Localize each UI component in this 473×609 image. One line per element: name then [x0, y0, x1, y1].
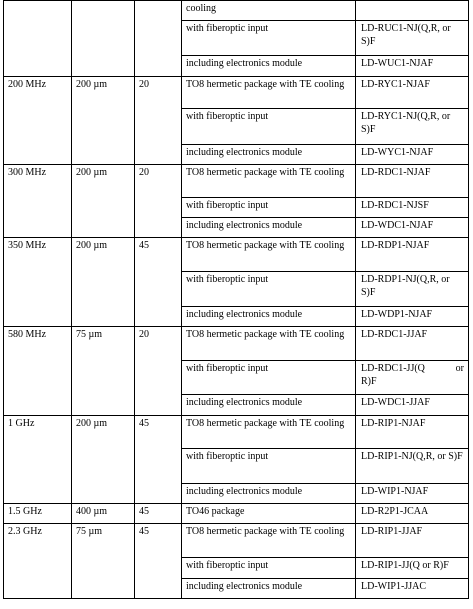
bandwidth-cell: 1.5 GHz — [4, 504, 72, 524]
size-cell: 200 µm — [72, 238, 135, 327]
number-cell: 20 — [135, 327, 182, 416]
number-cell: 20 — [135, 165, 182, 238]
description-cell: with fiberoptic input — [182, 21, 356, 56]
number-cell: 45 — [135, 504, 182, 524]
part-number-cell: LD-RDC1-NJAF — [356, 165, 469, 198]
description-cell: including electronics module — [182, 579, 356, 599]
description-cell: including electronics module — [182, 145, 356, 165]
part-number-cell: LD-RIP1-NJAF — [356, 416, 469, 449]
description-cell: TO8 hermetic package with TE cooling — [182, 165, 356, 198]
part-number-cell: LD-RIP1-JJAF — [356, 524, 469, 558]
size-cell: 200 µm — [72, 165, 135, 238]
table-row — [4, 77, 469, 109]
bandwidth-cell: 350 MHz — [4, 238, 72, 327]
bandwidth-cell — [4, 1, 72, 77]
table-row — [4, 524, 469, 558]
description-cell: including electronics module — [182, 484, 356, 504]
description-cell: with fiberoptic input — [182, 272, 356, 307]
table-row — [4, 504, 469, 524]
bandwidth-cell: 1 GHz — [4, 416, 72, 504]
bandwidth-cell: 200 MHz — [4, 77, 72, 165]
part-number-cell: LD-WDC1-NJAF — [356, 218, 469, 238]
part-number-cell: LD-WUC1-NJAF — [356, 56, 469, 77]
part-number-cell: LD-WIP1-NJAF — [356, 484, 469, 504]
part-number-cell: LD-RIP1-NJ(Q,R, or S)F — [356, 449, 469, 484]
part-number-cell: LD-WYC1-NJAF — [356, 145, 469, 165]
part-number-cell: LD-RDP1-NJAF — [356, 238, 469, 272]
size-cell: 200 µm — [72, 77, 135, 165]
size-cell: 200 µm — [72, 416, 135, 504]
description-cell: TO8 hermetic package with TE cooling — [182, 524, 356, 558]
description-cell: with fiberoptic input — [182, 449, 356, 484]
description-cell: TO8 hermetic package with TE cooling — [182, 238, 356, 272]
description-cell: with fiberoptic input — [182, 109, 356, 145]
size-cell — [72, 1, 135, 77]
part-number-or: or — [455, 363, 464, 374]
number-cell: 45 — [135, 416, 182, 504]
part-number-cell — [356, 361, 469, 395]
description-cell: with fiberoptic input — [182, 198, 356, 218]
description-cell: including electronics module — [182, 218, 356, 238]
description-cell: TO46 package — [182, 504, 356, 524]
description-cell: including electronics module — [182, 56, 356, 77]
part-number-cell: LD-RDP1-NJ(Q,R, or S)F — [356, 272, 469, 307]
number-cell: 45 — [135, 238, 182, 327]
bandwidth-cell: 2.3 GHz — [4, 524, 72, 599]
size-cell: 400 µm — [72, 504, 135, 524]
table-row — [4, 327, 469, 361]
description-cell: TO8 hermetic package with TE cooling — [182, 77, 356, 109]
description-cell: including electronics module — [182, 395, 356, 416]
table-row — [4, 416, 469, 449]
part-number-cell: LD-RIP1-JJ(Q or R)F — [356, 558, 469, 579]
part-number-cell: LD-WDP1-NJAF — [356, 307, 469, 327]
description-cell: including electronics module — [182, 307, 356, 327]
part-number-suffix: R)F — [361, 376, 377, 387]
table-row — [4, 238, 469, 272]
number-cell: 45 — [135, 524, 182, 599]
part-number-prefix: LD-RDC1-JJ(Q — [361, 363, 425, 374]
description-cell: with fiberoptic input — [182, 361, 356, 395]
product-table — [3, 0, 469, 599]
description-cell: TO8 hermetic package with TE cooling — [182, 327, 356, 361]
part-number-cell: LD-WDC1-JJAF — [356, 395, 469, 416]
size-cell: 75 µm — [72, 524, 135, 599]
description-cell: with fiberoptic input — [182, 558, 356, 579]
part-number-cell — [356, 1, 469, 21]
part-number-cell: LD-RYC1-NJAF — [356, 77, 469, 109]
bandwidth-cell: 580 MHz — [4, 327, 72, 416]
description-cell: TO8 hermetic package with TE cooling — [182, 416, 356, 449]
table-row — [4, 165, 469, 198]
bandwidth-cell: 300 MHz — [4, 165, 72, 238]
number-cell — [135, 1, 182, 77]
table-row — [4, 1, 469, 21]
part-number-cell: LD-RYC1-NJ(Q,R, or S)F — [356, 109, 469, 145]
part-number-cell: LD-WIP1-JJAC — [356, 579, 469, 599]
size-cell: 75 µm — [72, 327, 135, 416]
number-cell: 20 — [135, 77, 182, 165]
part-number-cell: LD-RUC1-NJ(Q,R, or S)F — [356, 21, 469, 56]
part-number-cell: LD-R2P1-JCAA — [356, 504, 469, 524]
part-number-cell: LD-RDC1-NJSF — [356, 198, 469, 218]
part-number-cell: LD-RDC1-JJAF — [356, 327, 469, 361]
description-cell: cooling — [182, 1, 356, 21]
